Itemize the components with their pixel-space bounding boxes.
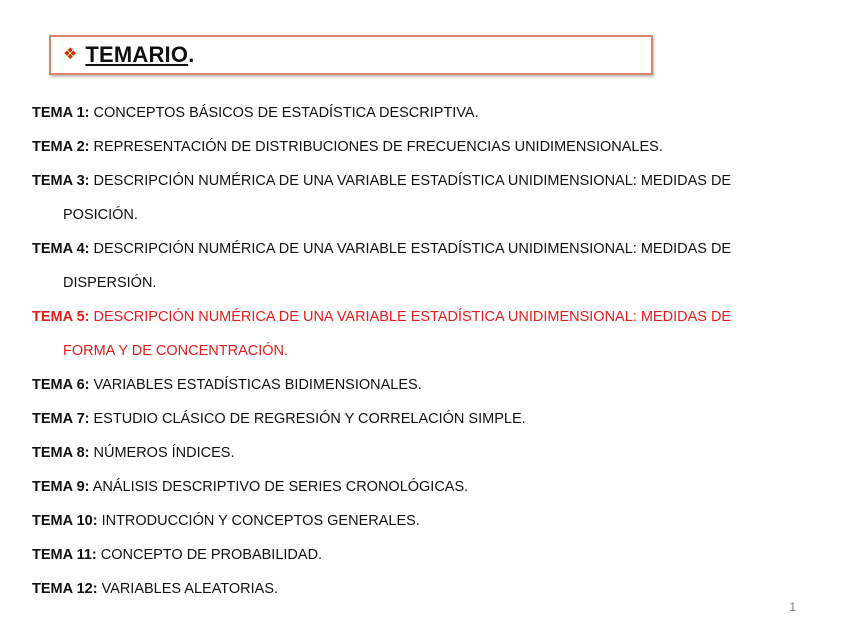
tema-text: NÚMEROS ÍNDICES.: [93, 445, 235, 461]
title-suffix: .: [188, 42, 195, 67]
tema-item: [32, 96, 812, 130]
tema-line: [32, 436, 812, 470]
tema-line: [32, 96, 812, 130]
tema-text: REPRESENTACIÓN DE DISTRIBUCIONES DE FRECUENCIAS UNIDIMENSIONALES.: [93, 139, 663, 155]
tema-text: ANÁLISIS DESCRIPTIVO DE SERIES CRONOLÓGICAS.: [92, 479, 469, 495]
tema-line: [32, 538, 812, 572]
tema-text-continued: POSICIÓN.: [63, 207, 138, 223]
tema-line: [32, 504, 812, 538]
tema-label: TEMA 7:: [32, 411, 90, 427]
tema-label: TEMA 9:: [32, 479, 90, 495]
tema-text-continued: FORMA Y DE CONCENTRACIÓN.: [63, 343, 289, 359]
tema-item: [32, 300, 812, 368]
tema-item: [32, 164, 812, 232]
tema-text: CONCEPTO DE PROBABILIDAD.: [100, 547, 323, 563]
page-title: TEMARIO: [85, 42, 189, 67]
tema-item: [32, 130, 812, 164]
tema-text: VARIABLES ALEATORIAS.: [101, 581, 279, 597]
tema-line: [32, 368, 812, 402]
tema-item: [32, 538, 812, 572]
tema-line: [32, 572, 812, 606]
tema-list: [32, 96, 812, 606]
tema-line: [32, 164, 812, 198]
tema-line: [32, 130, 812, 164]
tema-text: DESCRIPCIÓN NUMÉRICA DE UNA VARIABLE ESTADÍSTICA UNIDIMENSIONAL: MEDIDAS DE: [93, 241, 732, 257]
tema-text: DESCRIPCIÓN NUMÉRICA DE UNA VARIABLE ESTADÍSTICA UNIDIMENSIONAL: MEDIDAS DE: [93, 173, 732, 189]
tema-text: INTRODUCCIÓN Y CONCEPTOS GENERALES.: [101, 513, 420, 529]
page-number: 1: [789, 600, 796, 614]
tema-item: [32, 436, 812, 470]
tema-line: [32, 232, 812, 266]
tema-label: TEMA 4:: [32, 241, 90, 257]
title-box: [49, 35, 653, 75]
tema-item: [32, 504, 812, 538]
tema-label: TEMA 11:: [32, 547, 97, 563]
diamond-bullet-icon: ❖: [63, 46, 78, 63]
tema-label: TEMA 1:: [32, 105, 90, 121]
tema-label: TEMA 6:: [32, 377, 90, 393]
tema-item: [32, 368, 812, 402]
tema-item: [32, 232, 812, 300]
tema-label: TEMA 5:: [32, 309, 90, 325]
tema-text: ESTUDIO CLÁSICO DE REGRESIÓN Y CORRELACIÓN SIMPLE.: [93, 411, 526, 427]
tema-label: TEMA 3:: [32, 173, 90, 189]
tema-label: TEMA 10:: [32, 513, 98, 529]
tema-line: [32, 300, 812, 334]
tema-text: DESCRIPCIÓN NUMÉRICA DE UNA VARIABLE ESTADÍSTICA UNIDIMENSIONAL: MEDIDAS DE: [93, 309, 732, 325]
tema-text: CONCEPTOS BÁSICOS DE ESTADÍSTICA DESCRIPTIVA.: [93, 105, 479, 121]
tema-line: [32, 470, 812, 504]
tema-item: [32, 402, 812, 436]
tema-item: [32, 572, 812, 606]
tema-text: VARIABLES ESTADÍSTICAS BIDIMENSIONALES.: [93, 377, 422, 393]
tema-label: TEMA 2:: [32, 139, 90, 155]
tema-item: [32, 470, 812, 504]
tema-text-continued: DISPERSIÓN.: [63, 275, 157, 291]
tema-line: [32, 402, 812, 436]
tema-label: TEMA 8:: [32, 445, 90, 461]
tema-label: TEMA 12:: [32, 581, 98, 597]
